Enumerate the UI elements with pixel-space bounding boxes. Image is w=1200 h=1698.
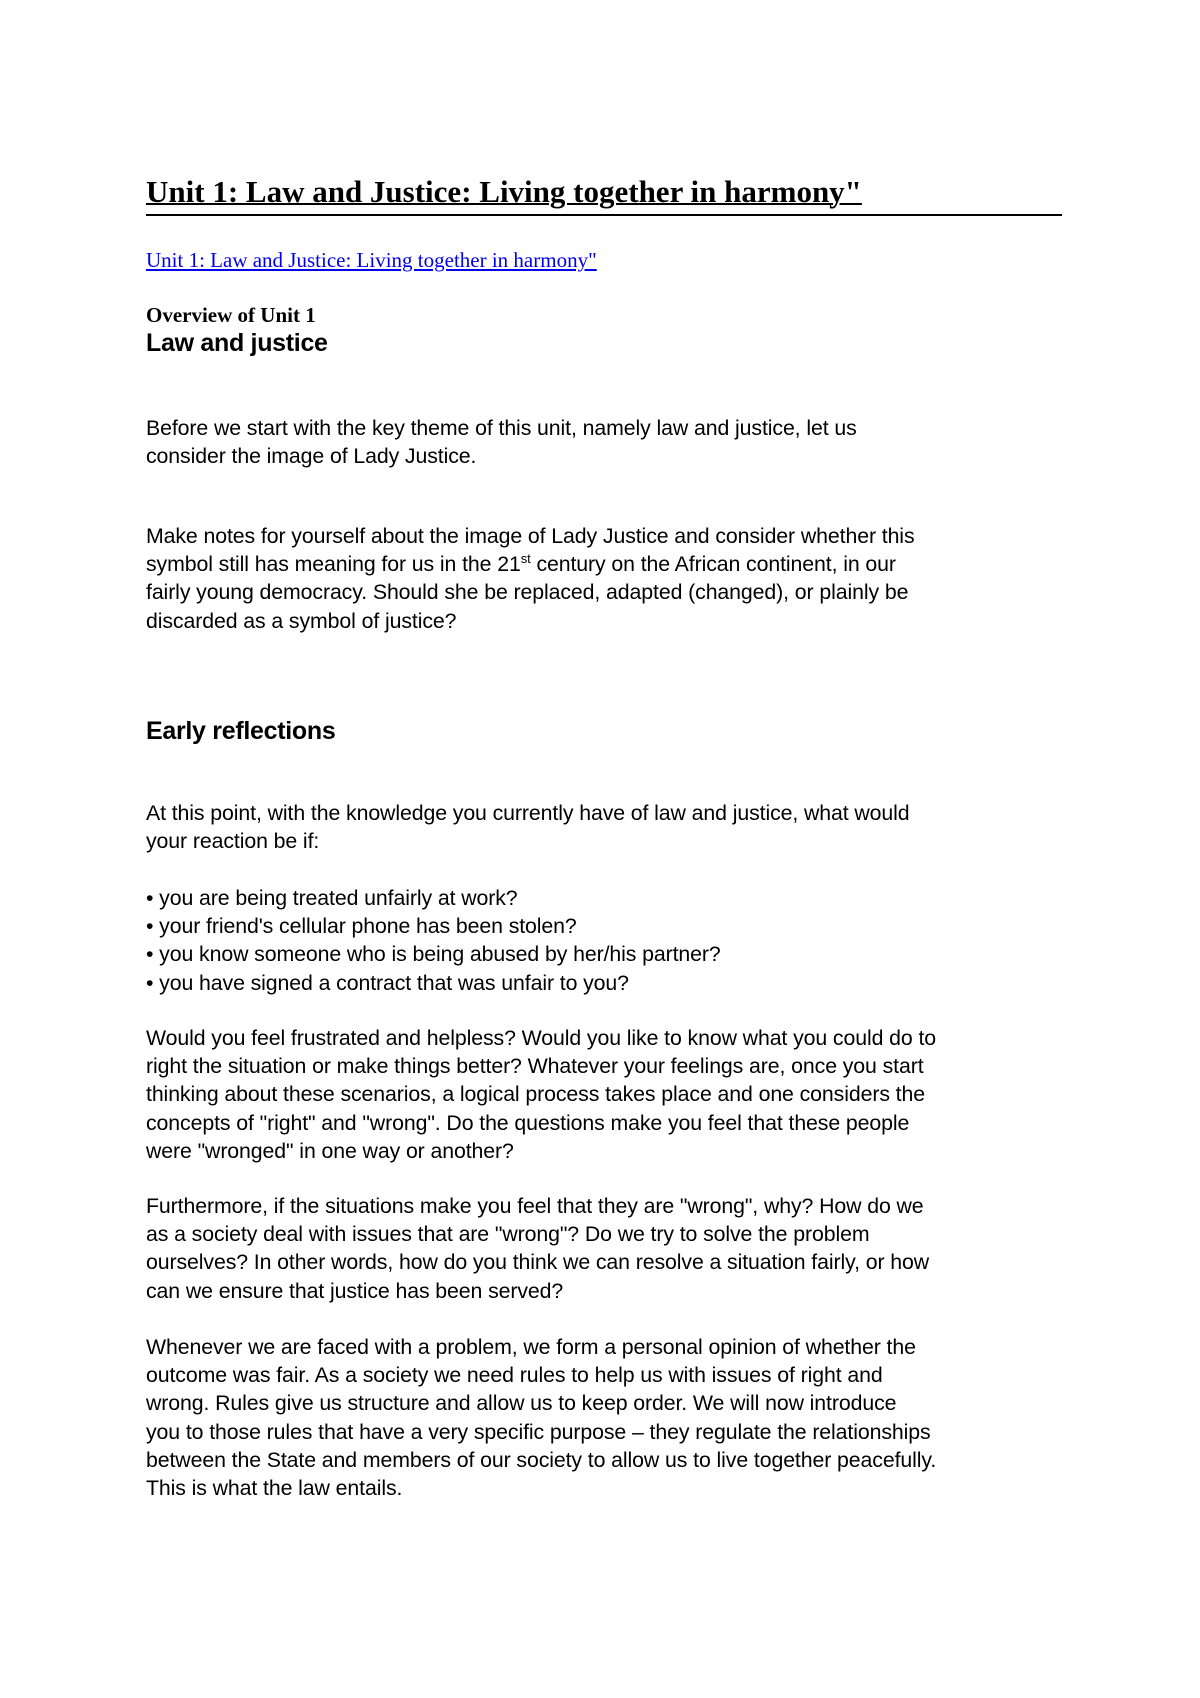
paragraph-line: thinking about these scenarios, a logical process takes place and one considers the [146,1082,925,1107]
paragraph-line: Before we start with the key theme of this unit, namely law and justice, let us [146,416,857,440]
paragraph-early-reflections-intro [146,799,1062,855]
list-item: • you have signed a contract that was unfair to you? [146,970,629,995]
paragraph-line [146,550,1062,578]
text-segment: symbol still has meaning for us in the 21 [146,552,521,577]
paragraph-line: Make notes for yourself about the image of Lady Justice and consider whether this [146,524,915,548]
paragraph-line: consider the image of Lady Justice. [146,444,477,469]
list-item: • your friend's cellular phone has been stolen? [146,914,577,939]
paragraph-line: discarded as a symbol of justice? [146,608,457,633]
paragraph-line: concepts of "right" and "wrong". Do the questions make you feel that these people [146,1110,910,1135]
paragraph-line: can we ensure that justice has been served? [146,1278,564,1303]
paragraph-line: This is what the law entails. [146,1476,403,1501]
overview-heading: Overview of Unit 1 [146,303,316,327]
section-heading-law-and-justice: Law and justice [146,329,328,357]
superscript-st: st [520,551,531,567]
paragraph-line: Would you feel frustrated and helpless? Would you like to know what you could do to [146,1026,937,1050]
paragraph-frustrated [146,1024,1062,1165]
paragraph-line: ourselves? In other words, how do you think we can resolve a situation fairly, or how [146,1250,930,1275]
paragraph-line: Furthermore, if the situations make you feel that they are "wrong", why? How do we [146,1194,924,1218]
list-item: • you know someone who is being abused by her/his partner? [146,942,721,967]
section-heading-early-reflections: Early reflections [146,717,336,745]
paragraph-line: At this point, with the knowledge you currently have of law and justice, what would [146,801,910,825]
list-item: • you are being treated unfairly at work? [146,886,518,910]
document-title: Unit 1: Law and Justice: Living together in harmony" [146,170,1062,216]
paragraph-line: wrong. Rules give us structure and allow us to keep order. We will now introduce [146,1391,897,1416]
paragraph-line: as a society deal with issues that are "wrong"? Do we try to solve the problem [146,1222,870,1247]
paragraph-whenever [146,1333,1062,1502]
paragraph-line: were "wronged" in one way or another? [146,1138,514,1163]
bullet-list [146,884,1062,997]
paragraph-intro [146,414,1062,470]
paragraph-line: your reaction be if: [146,829,320,854]
paragraph-line: fairly young democracy. Should she be replaced, adapted (changed), or plainly be [146,580,909,605]
paragraph-furthermore [146,1192,1062,1305]
paragraph-lady-justice-notes [146,522,1062,635]
paragraph-line: between the State and members of our society to allow us to live together peacefully. [146,1447,937,1472]
paragraph-line: right the situation or make things better? Whatever your feelings are, once you start [146,1054,924,1079]
paragraph-line: Whenever we are faced with a problem, we form a personal opinion of whether the [146,1335,916,1359]
paragraph-line: you to those rules that have a very specific purpose – they regulate the relationships [146,1419,931,1444]
paragraph-line: outcome was fair. As a society we need rules to help us with issues of right and [146,1363,883,1388]
toc-link-unit-1[interactable]: Unit 1: Law and Justice: Living together in harmony" [146,248,597,272]
text-segment: century on the African continent, in our [530,552,896,577]
